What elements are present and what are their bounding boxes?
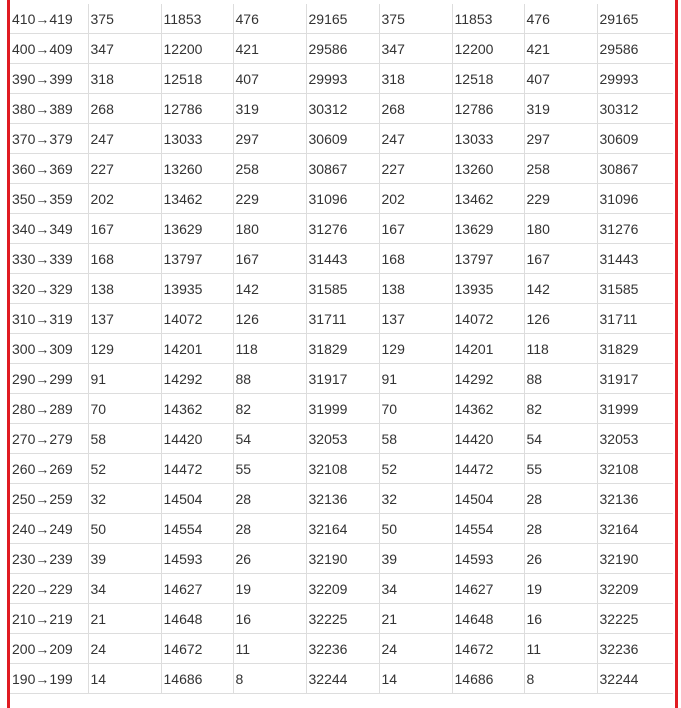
table-row: [10, 184, 673, 214]
cumulative-d-cell: 31829: [597, 334, 673, 364]
cumulative-a-cell: 14627: [161, 574, 233, 604]
cumulative-d-cell: 30609: [597, 124, 673, 154]
cumulative-a-cell: 12200: [161, 34, 233, 64]
table-row: [10, 364, 673, 394]
cumulative-c-cell: 13629: [452, 214, 524, 244]
count-d-cell: 11: [524, 634, 597, 664]
count-c-cell: 70: [379, 394, 452, 424]
count-a-cell: 34: [88, 574, 161, 604]
count-c-cell: 202: [379, 184, 452, 214]
score-range-cell: 230→239: [10, 544, 88, 574]
cumulative-a-cell: 14292: [161, 364, 233, 394]
cumulative-d-cell: 31711: [597, 304, 673, 334]
cumulative-c-cell: 13260: [452, 154, 524, 184]
score-range-cell: 310→319: [10, 304, 88, 334]
cumulative-b-cell: 32236: [306, 634, 379, 664]
cumulative-c-cell: 14593: [452, 544, 524, 574]
count-c-cell: 268: [379, 94, 452, 124]
score-range-cell: 410→419: [10, 4, 88, 34]
count-a-cell: 39: [88, 544, 161, 574]
cumulative-c-cell: 12786: [452, 94, 524, 124]
count-a-cell: 137: [88, 304, 161, 334]
cumulative-c-cell: 14420: [452, 424, 524, 454]
score-range-cell: 330→339: [10, 244, 88, 274]
count-a-cell: 268: [88, 94, 161, 124]
cumulative-b-cell: 31276: [306, 214, 379, 244]
cumulative-c-cell: 14072: [452, 304, 524, 334]
cumulative-b-cell: 32244: [306, 664, 379, 694]
count-a-cell: 347: [88, 34, 161, 64]
count-b-cell: 8: [233, 664, 306, 694]
count-d-cell: 19: [524, 574, 597, 604]
score-range-cell: 400→409: [10, 34, 88, 64]
cumulative-b-cell: 30867: [306, 154, 379, 184]
count-a-cell: 138: [88, 274, 161, 304]
score-range-cell: 290→299: [10, 364, 88, 394]
cumulative-a-cell: 14593: [161, 544, 233, 574]
table-row: [10, 64, 673, 94]
count-c-cell: 129: [379, 334, 452, 364]
cumulative-c-cell: 14362: [452, 394, 524, 424]
score-range-cell: 220→229: [10, 574, 88, 604]
count-d-cell: 28: [524, 514, 597, 544]
cumulative-c-cell: 13935: [452, 274, 524, 304]
table-row: [10, 664, 673, 694]
count-d-cell: 142: [524, 274, 597, 304]
count-a-cell: 32: [88, 484, 161, 514]
cumulative-d-cell: 32108: [597, 454, 673, 484]
cumulative-c-cell: 12518: [452, 64, 524, 94]
cumulative-a-cell: 14686: [161, 664, 233, 694]
cumulative-b-cell: 32136: [306, 484, 379, 514]
cumulative-d-cell: 32190: [597, 544, 673, 574]
count-c-cell: 227: [379, 154, 452, 184]
count-c-cell: 32: [379, 484, 452, 514]
count-c-cell: 247: [379, 124, 452, 154]
table-row: [10, 154, 673, 184]
count-b-cell: 167: [233, 244, 306, 274]
table-row: [10, 4, 673, 34]
count-b-cell: 54: [233, 424, 306, 454]
count-a-cell: 129: [88, 334, 161, 364]
count-d-cell: 167: [524, 244, 597, 274]
cumulative-c-cell: 13797: [452, 244, 524, 274]
count-a-cell: 70: [88, 394, 161, 424]
cumulative-d-cell: 31585: [597, 274, 673, 304]
table-row: [10, 514, 673, 544]
count-a-cell: 375: [88, 4, 161, 34]
count-d-cell: 16: [524, 604, 597, 634]
cumulative-a-cell: 14672: [161, 634, 233, 664]
count-d-cell: 8: [524, 664, 597, 694]
count-d-cell: 126: [524, 304, 597, 334]
table-row: [10, 634, 673, 664]
cumulative-b-cell: 32164: [306, 514, 379, 544]
cumulative-a-cell: 14648: [161, 604, 233, 634]
cumulative-c-cell: 14686: [452, 664, 524, 694]
score-range-cell: 390→399: [10, 64, 88, 94]
count-b-cell: 297: [233, 124, 306, 154]
count-b-cell: 476: [233, 4, 306, 34]
count-b-cell: 16: [233, 604, 306, 634]
count-b-cell: 229: [233, 184, 306, 214]
table-row: [10, 274, 673, 304]
cumulative-d-cell: 31917: [597, 364, 673, 394]
count-c-cell: 39: [379, 544, 452, 574]
cumulative-b-cell: 31096: [306, 184, 379, 214]
count-d-cell: 26: [524, 544, 597, 574]
count-d-cell: 118: [524, 334, 597, 364]
score-range-cell: 210→219: [10, 604, 88, 634]
table-row: [10, 304, 673, 334]
cumulative-b-cell: 31917: [306, 364, 379, 394]
cumulative-d-cell: 29993: [597, 64, 673, 94]
score-distribution-table: [10, 4, 673, 694]
count-a-cell: 50: [88, 514, 161, 544]
cumulative-c-cell: 11853: [452, 4, 524, 34]
count-a-cell: 91: [88, 364, 161, 394]
count-c-cell: 167: [379, 214, 452, 244]
cumulative-a-cell: 14362: [161, 394, 233, 424]
cumulative-a-cell: 13629: [161, 214, 233, 244]
count-b-cell: 319: [233, 94, 306, 124]
cumulative-c-cell: 13462: [452, 184, 524, 214]
score-range-cell: 350→359: [10, 184, 88, 214]
count-d-cell: 476: [524, 4, 597, 34]
cumulative-a-cell: 13935: [161, 274, 233, 304]
cumulative-b-cell: 31585: [306, 274, 379, 304]
cumulative-c-cell: 14292: [452, 364, 524, 394]
cumulative-b-cell: 31999: [306, 394, 379, 424]
cumulative-c-cell: 14504: [452, 484, 524, 514]
cumulative-d-cell: 30312: [597, 94, 673, 124]
count-b-cell: 55: [233, 454, 306, 484]
score-range-cell: 200→209: [10, 634, 88, 664]
count-b-cell: 26: [233, 544, 306, 574]
count-b-cell: 180: [233, 214, 306, 244]
cumulative-a-cell: 12518: [161, 64, 233, 94]
cumulative-d-cell: 32209: [597, 574, 673, 604]
cumulative-a-cell: 14472: [161, 454, 233, 484]
cumulative-b-cell: 31711: [306, 304, 379, 334]
count-c-cell: 138: [379, 274, 452, 304]
count-d-cell: 229: [524, 184, 597, 214]
count-d-cell: 82: [524, 394, 597, 424]
cumulative-b-cell: 30609: [306, 124, 379, 154]
cumulative-c-cell: 13033: [452, 124, 524, 154]
table-row: [10, 604, 673, 634]
cumulative-a-cell: 11853: [161, 4, 233, 34]
cumulative-b-cell: 29586: [306, 34, 379, 64]
cumulative-b-cell: 31443: [306, 244, 379, 274]
cumulative-c-cell: 14648: [452, 604, 524, 634]
count-a-cell: 247: [88, 124, 161, 154]
cumulative-b-cell: 32108: [306, 454, 379, 484]
count-b-cell: 421: [233, 34, 306, 64]
count-c-cell: 375: [379, 4, 452, 34]
count-d-cell: 319: [524, 94, 597, 124]
cumulative-c-cell: 14472: [452, 454, 524, 484]
count-c-cell: 168: [379, 244, 452, 274]
score-range-cell: 280→289: [10, 394, 88, 424]
cumulative-c-cell: 14554: [452, 514, 524, 544]
count-d-cell: 421: [524, 34, 597, 64]
count-a-cell: 52: [88, 454, 161, 484]
cumulative-b-cell: 29165: [306, 4, 379, 34]
cumulative-d-cell: 31999: [597, 394, 673, 424]
cumulative-d-cell: 31443: [597, 244, 673, 274]
count-c-cell: 347: [379, 34, 452, 64]
count-d-cell: 88: [524, 364, 597, 394]
count-d-cell: 258: [524, 154, 597, 184]
count-a-cell: 58: [88, 424, 161, 454]
count-c-cell: 137: [379, 304, 452, 334]
cumulative-b-cell: 32053: [306, 424, 379, 454]
cumulative-d-cell: 30867: [597, 154, 673, 184]
table-row: [10, 214, 673, 244]
cumulative-a-cell: 12786: [161, 94, 233, 124]
count-a-cell: 202: [88, 184, 161, 214]
cumulative-d-cell: 31276: [597, 214, 673, 244]
count-d-cell: 407: [524, 64, 597, 94]
count-b-cell: 19: [233, 574, 306, 604]
cumulative-d-cell: 32236: [597, 634, 673, 664]
count-b-cell: 407: [233, 64, 306, 94]
count-b-cell: 126: [233, 304, 306, 334]
cumulative-d-cell: 32136: [597, 484, 673, 514]
count-b-cell: 258: [233, 154, 306, 184]
cumulative-b-cell: 30312: [306, 94, 379, 124]
count-b-cell: 28: [233, 514, 306, 544]
count-d-cell: 180: [524, 214, 597, 244]
score-range-cell: 240→249: [10, 514, 88, 544]
table-row: [10, 484, 673, 514]
score-range-cell: 250→259: [10, 484, 88, 514]
cumulative-b-cell: 31829: [306, 334, 379, 364]
score-range-cell: 360→369: [10, 154, 88, 184]
cumulative-b-cell: 29993: [306, 64, 379, 94]
table-row: [10, 244, 673, 274]
count-c-cell: 50: [379, 514, 452, 544]
count-c-cell: 24: [379, 634, 452, 664]
count-c-cell: 52: [379, 454, 452, 484]
count-b-cell: 142: [233, 274, 306, 304]
cumulative-c-cell: 12200: [452, 34, 524, 64]
count-d-cell: 54: [524, 424, 597, 454]
cumulative-c-cell: 14627: [452, 574, 524, 604]
score-range-cell: 320→329: [10, 274, 88, 304]
table-body: [10, 4, 673, 694]
score-range-cell: 370→379: [10, 124, 88, 154]
score-range-cell: 300→309: [10, 334, 88, 364]
cumulative-a-cell: 13033: [161, 124, 233, 154]
count-a-cell: 318: [88, 64, 161, 94]
count-a-cell: 227: [88, 154, 161, 184]
cumulative-d-cell: 31096: [597, 184, 673, 214]
score-range-cell: 190→199: [10, 664, 88, 694]
count-b-cell: 28: [233, 484, 306, 514]
count-b-cell: 82: [233, 394, 306, 424]
table-row: [10, 544, 673, 574]
table-row: [10, 34, 673, 64]
count-d-cell: 28: [524, 484, 597, 514]
count-a-cell: 167: [88, 214, 161, 244]
score-range-cell: 340→349: [10, 214, 88, 244]
table-row: [10, 124, 673, 154]
cumulative-a-cell: 13462: [161, 184, 233, 214]
cumulative-a-cell: 14201: [161, 334, 233, 364]
count-d-cell: 55: [524, 454, 597, 484]
count-c-cell: 21: [379, 604, 452, 634]
cumulative-a-cell: 14504: [161, 484, 233, 514]
table-row: [10, 334, 673, 364]
table-row: [10, 574, 673, 604]
cumulative-b-cell: 32209: [306, 574, 379, 604]
count-b-cell: 11: [233, 634, 306, 664]
count-a-cell: 24: [88, 634, 161, 664]
cumulative-d-cell: 29165: [597, 4, 673, 34]
cumulative-d-cell: 29586: [597, 34, 673, 64]
cumulative-d-cell: 32053: [597, 424, 673, 454]
cumulative-a-cell: 14554: [161, 514, 233, 544]
cumulative-a-cell: 13260: [161, 154, 233, 184]
cumulative-a-cell: 14072: [161, 304, 233, 334]
count-a-cell: 21: [88, 604, 161, 634]
count-b-cell: 118: [233, 334, 306, 364]
count-c-cell: 58: [379, 424, 452, 454]
count-a-cell: 14: [88, 664, 161, 694]
count-a-cell: 168: [88, 244, 161, 274]
count-c-cell: 91: [379, 364, 452, 394]
cumulative-d-cell: 32244: [597, 664, 673, 694]
score-range-cell: 380→389: [10, 94, 88, 124]
table-row: [10, 394, 673, 424]
table-row: [10, 94, 673, 124]
cumulative-b-cell: 32190: [306, 544, 379, 574]
score-range-cell: 260→269: [10, 454, 88, 484]
cumulative-c-cell: 14672: [452, 634, 524, 664]
table-row: [10, 424, 673, 454]
score-range-cell: 270→279: [10, 424, 88, 454]
cumulative-d-cell: 32164: [597, 514, 673, 544]
cumulative-b-cell: 32225: [306, 604, 379, 634]
count-d-cell: 297: [524, 124, 597, 154]
count-c-cell: 14: [379, 664, 452, 694]
cumulative-c-cell: 14201: [452, 334, 524, 364]
count-c-cell: 318: [379, 64, 452, 94]
count-c-cell: 34: [379, 574, 452, 604]
cumulative-d-cell: 32225: [597, 604, 673, 634]
table-row: [10, 454, 673, 484]
count-b-cell: 88: [233, 364, 306, 394]
cumulative-a-cell: 13797: [161, 244, 233, 274]
cumulative-a-cell: 14420: [161, 424, 233, 454]
